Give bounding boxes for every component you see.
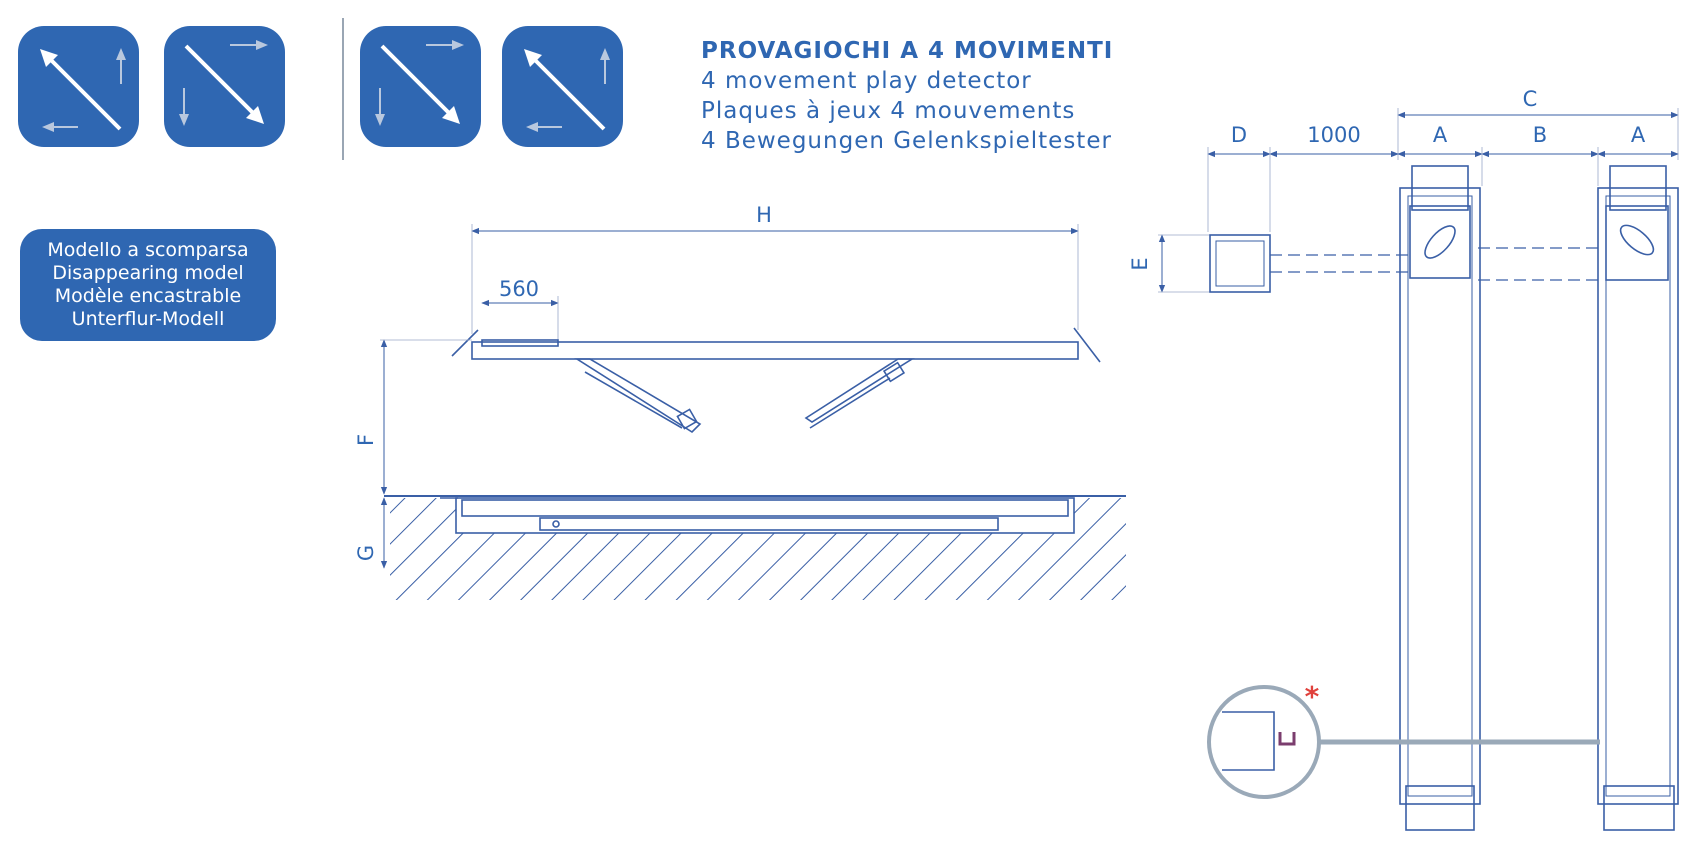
play-plate-right-slot <box>1616 220 1658 260</box>
ground-hatching <box>390 498 1126 600</box>
label-c: C <box>1522 87 1538 111</box>
title-french: Plaques à jeux 4 mouvements <box>701 98 1076 124</box>
side-view-drawing <box>380 224 1126 600</box>
label-b: B <box>1532 123 1548 147</box>
top-view-drawing <box>1158 108 1678 830</box>
control-box <box>1210 235 1270 292</box>
scissor-arm-left <box>577 359 700 432</box>
label-h: H <box>756 203 772 227</box>
model-badge-french: Modèle encastrable <box>54 285 242 307</box>
label-e: E <box>1128 257 1152 271</box>
label-560: 560 <box>498 277 540 301</box>
track-left <box>1400 188 1480 804</box>
play-plate-right <box>1606 206 1668 280</box>
detail-circle <box>1209 687 1319 797</box>
play-plate-left <box>1410 206 1470 278</box>
play-plate-left-slot <box>1420 221 1460 263</box>
raised-platform <box>472 342 1078 359</box>
label-g: G <box>354 544 378 562</box>
label-a-left: A <box>1432 123 1448 147</box>
scissor-arm-right <box>806 359 912 422</box>
title-italian: PROVAGIOCHI A 4 MOVIMENTI <box>701 38 1114 64</box>
title-german: 4 Bewegungen Gelenkspieltester <box>701 128 1112 154</box>
track-right-bottom-plate <box>1604 786 1674 830</box>
label-d: D <box>1230 123 1248 147</box>
model-badge-italian: Modello a scomparsa <box>47 239 249 261</box>
label-a-right: A <box>1630 123 1646 147</box>
model-badge-english: Disappearing model <box>52 262 244 284</box>
detail-asterisk: * <box>1304 680 1320 713</box>
model-badge-german: Unterflur-Modell <box>71 308 225 330</box>
label-f: F <box>354 433 378 447</box>
title-english: 4 movement play detector <box>701 68 1032 94</box>
track-left-bottom-plate <box>1406 786 1474 830</box>
label-1000: 1000 <box>1307 123 1361 147</box>
